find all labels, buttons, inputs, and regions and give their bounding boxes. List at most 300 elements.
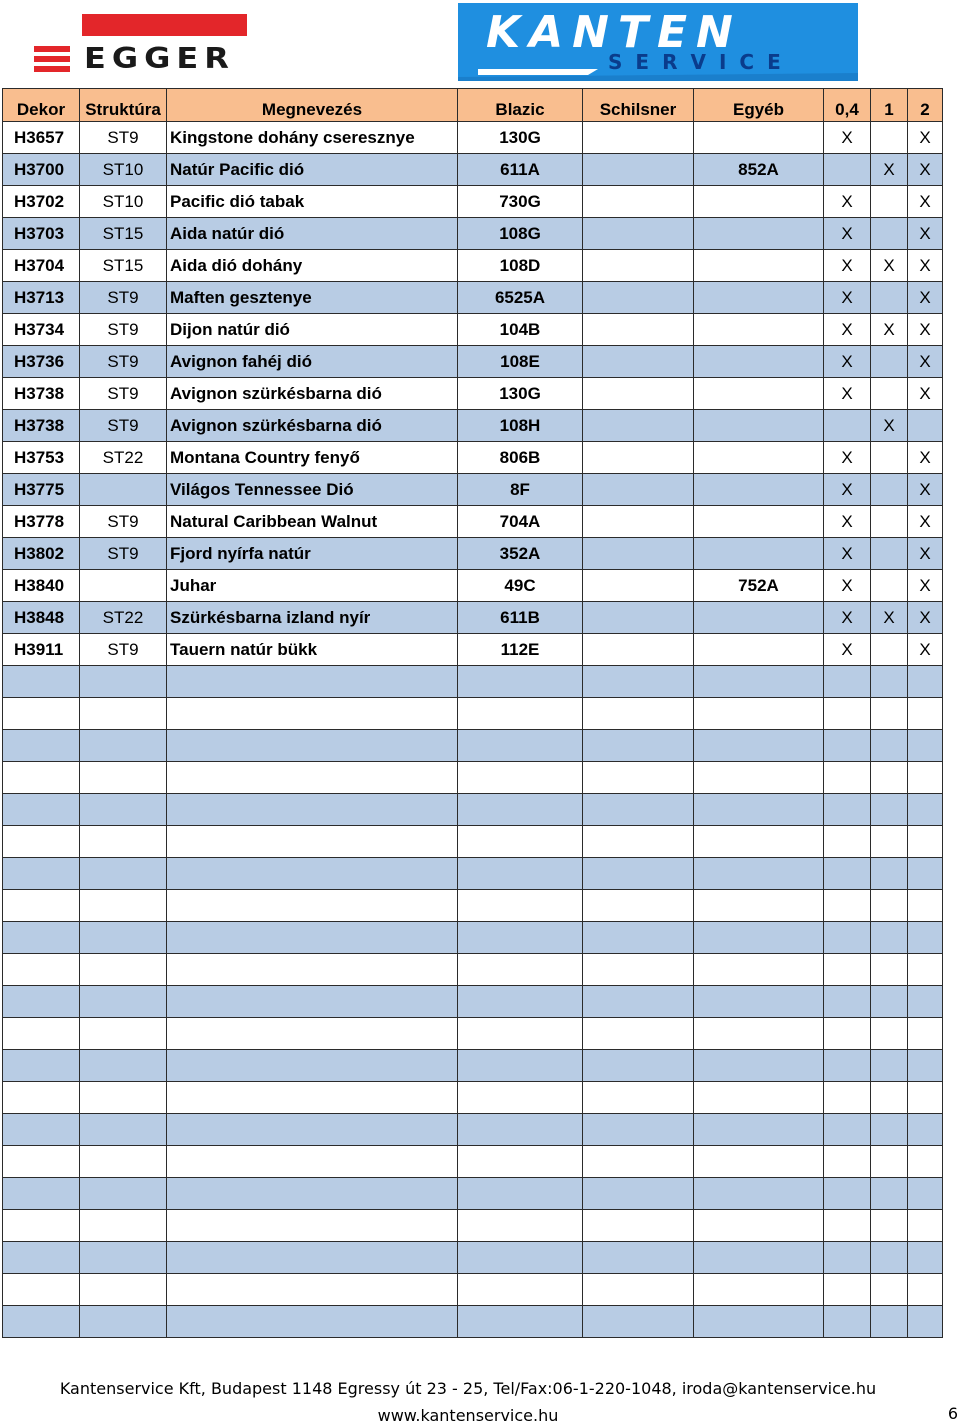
cell-schilsner bbox=[583, 218, 694, 250]
cell-megnevezes bbox=[167, 762, 458, 794]
product-table bbox=[2, 88, 943, 1338]
cell-thickness-04 bbox=[824, 666, 871, 698]
cell-blazic: 611B bbox=[458, 602, 583, 634]
cell-egyeb bbox=[694, 890, 824, 922]
cell-thickness-04 bbox=[824, 1146, 871, 1178]
cell-thickness-04: X bbox=[824, 314, 871, 346]
cell-dekor bbox=[3, 1306, 80, 1338]
cell-schilsner bbox=[583, 538, 694, 570]
cell-thickness-2: X bbox=[908, 602, 943, 634]
cell-struktura: ST15 bbox=[80, 218, 167, 250]
cell-thickness-2: X bbox=[908, 538, 943, 570]
cell-thickness-04 bbox=[824, 1210, 871, 1242]
cell-dekor: H3713 bbox=[3, 282, 80, 314]
cell-blazic: 108G bbox=[458, 218, 583, 250]
cell-schilsner bbox=[583, 762, 694, 794]
cell-schilsner bbox=[583, 410, 694, 442]
cell-thickness-1 bbox=[871, 730, 908, 762]
cell-blazic bbox=[458, 1146, 583, 1178]
cell-megnevezes: Fjord nyírfa natúr bbox=[167, 538, 458, 570]
cell-struktura bbox=[80, 858, 167, 890]
cell-blazic: 112E bbox=[458, 634, 583, 666]
table-row bbox=[3, 250, 943, 282]
cell-schilsner bbox=[583, 826, 694, 858]
cell-struktura bbox=[80, 1178, 167, 1210]
cell-blazic bbox=[458, 1018, 583, 1050]
cell-thickness-1 bbox=[871, 122, 908, 154]
cell-thickness-2 bbox=[908, 1018, 943, 1050]
cell-blazic: 6525A bbox=[458, 282, 583, 314]
cell-schilsner bbox=[583, 570, 694, 602]
cell-thickness-1 bbox=[871, 1274, 908, 1306]
table-row-empty bbox=[3, 666, 943, 698]
table-row-empty bbox=[3, 762, 943, 794]
cell-megnevezes bbox=[167, 1306, 458, 1338]
cell-thickness-2 bbox=[908, 890, 943, 922]
cell-thickness-2 bbox=[908, 1082, 943, 1114]
cell-egyeb bbox=[694, 1114, 824, 1146]
cell-struktura bbox=[80, 1018, 167, 1050]
cell-thickness-04 bbox=[824, 1114, 871, 1146]
cell-blazic bbox=[458, 890, 583, 922]
table-row-empty bbox=[3, 890, 943, 922]
cell-egyeb bbox=[694, 474, 824, 506]
cell-thickness-1: X bbox=[871, 314, 908, 346]
cell-thickness-1 bbox=[871, 1114, 908, 1146]
cell-thickness-2 bbox=[908, 922, 943, 954]
cell-struktura: ST9 bbox=[80, 410, 167, 442]
egger-wordmark: EGGER bbox=[84, 40, 235, 76]
cell-thickness-04: X bbox=[824, 282, 871, 314]
table-row-empty bbox=[3, 1114, 943, 1146]
cell-schilsner bbox=[583, 186, 694, 218]
cell-schilsner bbox=[583, 1146, 694, 1178]
cell-schilsner bbox=[583, 378, 694, 410]
cell-megnevezes: Juhar bbox=[167, 570, 458, 602]
cell-blazic bbox=[458, 858, 583, 890]
cell-megnevezes: Avignon fahéj dió bbox=[167, 346, 458, 378]
table-row-empty bbox=[3, 698, 943, 730]
cell-egyeb bbox=[694, 410, 824, 442]
cell-thickness-04 bbox=[824, 698, 871, 730]
cell-egyeb bbox=[694, 218, 824, 250]
cell-egyeb bbox=[694, 250, 824, 282]
cell-thickness-2 bbox=[908, 410, 943, 442]
cell-thickness-04 bbox=[824, 1050, 871, 1082]
cell-megnevezes bbox=[167, 1274, 458, 1306]
cell-dekor bbox=[3, 1274, 80, 1306]
cell-thickness-1 bbox=[871, 1210, 908, 1242]
cell-dekor: H3775 bbox=[3, 474, 80, 506]
cell-blazic bbox=[458, 1178, 583, 1210]
cell-dekor bbox=[3, 762, 80, 794]
egger-e-mark bbox=[34, 46, 70, 72]
cell-blazic: 49C bbox=[458, 570, 583, 602]
cell-egyeb: 752A bbox=[694, 570, 824, 602]
cell-megnevezes bbox=[167, 890, 458, 922]
cell-thickness-1 bbox=[871, 794, 908, 826]
cell-thickness-2 bbox=[908, 826, 943, 858]
cell-megnevezes bbox=[167, 1050, 458, 1082]
cell-egyeb bbox=[694, 1210, 824, 1242]
cell-megnevezes: Tauern natúr bükk bbox=[167, 634, 458, 666]
cell-egyeb bbox=[694, 1082, 824, 1114]
cell-dekor bbox=[3, 1050, 80, 1082]
table-row bbox=[3, 218, 943, 250]
cell-megnevezes bbox=[167, 986, 458, 1018]
cell-schilsner bbox=[583, 634, 694, 666]
cell-struktura: ST9 bbox=[80, 346, 167, 378]
cell-blazic bbox=[458, 698, 583, 730]
cell-thickness-2 bbox=[908, 1114, 943, 1146]
cell-schilsner bbox=[583, 1274, 694, 1306]
cell-blazic bbox=[458, 986, 583, 1018]
cell-thickness-1 bbox=[871, 1146, 908, 1178]
cell-thickness-1 bbox=[871, 762, 908, 794]
table-row bbox=[3, 314, 943, 346]
cell-thickness-1 bbox=[871, 1242, 908, 1274]
cell-blazic: 730G bbox=[458, 186, 583, 218]
header-blazic: Blazic bbox=[458, 89, 583, 122]
cell-thickness-04 bbox=[824, 826, 871, 858]
cell-schilsner bbox=[583, 858, 694, 890]
cell-thickness-04 bbox=[824, 410, 871, 442]
cell-dekor bbox=[3, 1178, 80, 1210]
header-megnevezes: Megnevezés bbox=[167, 89, 458, 122]
table-row-empty bbox=[3, 1018, 943, 1050]
cell-thickness-2 bbox=[908, 762, 943, 794]
cell-thickness-04: X bbox=[824, 346, 871, 378]
cell-struktura: ST10 bbox=[80, 186, 167, 218]
cell-thickness-1 bbox=[871, 1178, 908, 1210]
cell-thickness-04: X bbox=[824, 602, 871, 634]
cell-struktura bbox=[80, 698, 167, 730]
cell-dekor: H3736 bbox=[3, 346, 80, 378]
kanten-swoosh-icon bbox=[458, 63, 858, 81]
cell-megnevezes: Aida natúr dió bbox=[167, 218, 458, 250]
cell-struktura: ST15 bbox=[80, 250, 167, 282]
cell-thickness-1 bbox=[871, 858, 908, 890]
cell-struktura bbox=[80, 826, 167, 858]
cell-thickness-1 bbox=[871, 506, 908, 538]
cell-thickness-1 bbox=[871, 538, 908, 570]
cell-thickness-2 bbox=[908, 1050, 943, 1082]
cell-thickness-2: X bbox=[908, 154, 943, 186]
cell-thickness-04 bbox=[824, 890, 871, 922]
table-row-empty bbox=[3, 1210, 943, 1242]
cell-thickness-2: X bbox=[908, 250, 943, 282]
cell-schilsner bbox=[583, 1210, 694, 1242]
egger-logo bbox=[34, 14, 250, 76]
cell-blazic bbox=[458, 954, 583, 986]
cell-struktura bbox=[80, 1306, 167, 1338]
cell-thickness-1 bbox=[871, 186, 908, 218]
cell-dekor bbox=[3, 666, 80, 698]
cell-thickness-04 bbox=[824, 922, 871, 954]
cell-struktura bbox=[80, 922, 167, 954]
cell-egyeb bbox=[694, 986, 824, 1018]
cell-struktura bbox=[80, 666, 167, 698]
cell-struktura bbox=[80, 1242, 167, 1274]
cell-blazic bbox=[458, 1242, 583, 1274]
cell-egyeb bbox=[694, 282, 824, 314]
cell-struktura: ST22 bbox=[80, 442, 167, 474]
cell-thickness-1 bbox=[871, 922, 908, 954]
cell-egyeb bbox=[694, 666, 824, 698]
cell-megnevezes: Avignon szürkésbarna dió bbox=[167, 410, 458, 442]
cell-megnevezes: Pacific dió tabak bbox=[167, 186, 458, 218]
table-row-empty bbox=[3, 986, 943, 1018]
cell-schilsner bbox=[583, 602, 694, 634]
cell-dekor: H3840 bbox=[3, 570, 80, 602]
table-row bbox=[3, 442, 943, 474]
cell-blazic bbox=[458, 666, 583, 698]
table-row bbox=[3, 346, 943, 378]
cell-egyeb bbox=[694, 378, 824, 410]
cell-dekor bbox=[3, 954, 80, 986]
cell-thickness-2 bbox=[908, 1242, 943, 1274]
header-thickness-2: 2 bbox=[908, 89, 943, 122]
header-schilsner: Schilsner bbox=[583, 89, 694, 122]
table-row-empty bbox=[3, 1146, 943, 1178]
cell-thickness-1 bbox=[871, 1050, 908, 1082]
cell-dekor bbox=[3, 890, 80, 922]
cell-egyeb bbox=[694, 922, 824, 954]
cell-thickness-04 bbox=[824, 1306, 871, 1338]
cell-egyeb bbox=[694, 1274, 824, 1306]
cell-megnevezes: Montana Country fenyő bbox=[167, 442, 458, 474]
cell-blazic bbox=[458, 1050, 583, 1082]
cell-struktura bbox=[80, 986, 167, 1018]
table-row bbox=[3, 282, 943, 314]
cell-blazic bbox=[458, 1210, 583, 1242]
table-row-empty bbox=[3, 1050, 943, 1082]
cell-megnevezes: Dijon natúr dió bbox=[167, 314, 458, 346]
cell-schilsner bbox=[583, 666, 694, 698]
cell-thickness-1 bbox=[871, 1018, 908, 1050]
cell-thickness-1 bbox=[871, 346, 908, 378]
cell-dekor bbox=[3, 826, 80, 858]
cell-blazic: 130G bbox=[458, 122, 583, 154]
table-row-empty bbox=[3, 794, 943, 826]
cell-thickness-1 bbox=[871, 282, 908, 314]
cell-egyeb bbox=[694, 1018, 824, 1050]
cell-struktura: ST9 bbox=[80, 506, 167, 538]
cell-thickness-2: X bbox=[908, 314, 943, 346]
cell-dekor bbox=[3, 1242, 80, 1274]
cell-thickness-2 bbox=[908, 666, 943, 698]
cell-megnevezes bbox=[167, 730, 458, 762]
cell-thickness-2: X bbox=[908, 378, 943, 410]
cell-schilsner bbox=[583, 1114, 694, 1146]
cell-egyeb bbox=[694, 122, 824, 154]
cell-schilsner bbox=[583, 954, 694, 986]
cell-thickness-1 bbox=[871, 474, 908, 506]
cell-thickness-04 bbox=[824, 1018, 871, 1050]
cell-schilsner bbox=[583, 474, 694, 506]
table-row-empty bbox=[3, 1082, 943, 1114]
cell-thickness-1: X bbox=[871, 410, 908, 442]
cell-blazic bbox=[458, 922, 583, 954]
cell-egyeb bbox=[694, 762, 824, 794]
cell-egyeb bbox=[694, 826, 824, 858]
cell-megnevezes bbox=[167, 1146, 458, 1178]
cell-megnevezes bbox=[167, 794, 458, 826]
cell-megnevezes bbox=[167, 954, 458, 986]
table-row bbox=[3, 634, 943, 666]
table-row-empty bbox=[3, 1274, 943, 1306]
cell-megnevezes bbox=[167, 698, 458, 730]
cell-thickness-2 bbox=[908, 794, 943, 826]
cell-egyeb bbox=[694, 346, 824, 378]
footer-address: Kantenservice Kft, Budapest 1148 Egressy út 23 - 25, Tel/Fax:06-1-220-1048, iroda@kantenservice.hu bbox=[59, 1379, 877, 1398]
cell-thickness-1: X bbox=[871, 250, 908, 282]
cell-schilsner bbox=[583, 154, 694, 186]
cell-schilsner bbox=[583, 1306, 694, 1338]
table-row-empty bbox=[3, 922, 943, 954]
cell-thickness-04 bbox=[824, 794, 871, 826]
cell-dekor: H3657 bbox=[3, 122, 80, 154]
cell-dekor bbox=[3, 1018, 80, 1050]
cell-thickness-04 bbox=[824, 154, 871, 186]
cell-megnevezes bbox=[167, 1178, 458, 1210]
cell-blazic: 8F bbox=[458, 474, 583, 506]
cell-thickness-2 bbox=[908, 1274, 943, 1306]
cell-struktura: ST9 bbox=[80, 378, 167, 410]
cell-egyeb bbox=[694, 1050, 824, 1082]
cell-megnevezes bbox=[167, 1210, 458, 1242]
cell-thickness-2: X bbox=[908, 282, 943, 314]
cell-schilsner bbox=[583, 1242, 694, 1274]
cell-egyeb bbox=[694, 1306, 824, 1338]
cell-thickness-2: X bbox=[908, 122, 943, 154]
cell-thickness-1 bbox=[871, 442, 908, 474]
cell-megnevezes: Kingstone dohány cseresznye bbox=[167, 122, 458, 154]
cell-schilsner bbox=[583, 698, 694, 730]
cell-struktura bbox=[80, 474, 167, 506]
cell-thickness-04: X bbox=[824, 634, 871, 666]
cell-thickness-2 bbox=[908, 1210, 943, 1242]
cell-thickness-04 bbox=[824, 858, 871, 890]
cell-schilsner bbox=[583, 282, 694, 314]
table-row-empty bbox=[3, 858, 943, 890]
cell-dekor: H3702 bbox=[3, 186, 80, 218]
cell-schilsner bbox=[583, 1178, 694, 1210]
cell-schilsner bbox=[583, 1082, 694, 1114]
cell-struktura bbox=[80, 890, 167, 922]
cell-egyeb bbox=[694, 730, 824, 762]
cell-dekor bbox=[3, 922, 80, 954]
cell-thickness-1 bbox=[871, 826, 908, 858]
table-row-empty bbox=[3, 1178, 943, 1210]
cell-blazic bbox=[458, 762, 583, 794]
cell-megnevezes: Szürkésbarna izland nyír bbox=[167, 602, 458, 634]
cell-egyeb: 852A bbox=[694, 154, 824, 186]
header-thickness-04: 0,4 bbox=[824, 89, 871, 122]
cell-thickness-2 bbox=[908, 1146, 943, 1178]
cell-struktura bbox=[80, 1274, 167, 1306]
cell-struktura: ST10 bbox=[80, 154, 167, 186]
cell-thickness-2 bbox=[908, 730, 943, 762]
cell-egyeb bbox=[694, 1242, 824, 1274]
cell-thickness-1 bbox=[871, 986, 908, 1018]
cell-blazic bbox=[458, 794, 583, 826]
cell-thickness-1: X bbox=[871, 602, 908, 634]
cell-schilsner bbox=[583, 730, 694, 762]
header-struktura: Struktúra bbox=[80, 89, 167, 122]
cell-blazic: 704A bbox=[458, 506, 583, 538]
cell-schilsner bbox=[583, 250, 694, 282]
cell-struktura bbox=[80, 1050, 167, 1082]
cell-struktura bbox=[80, 954, 167, 986]
cell-dekor bbox=[3, 1114, 80, 1146]
cell-struktura bbox=[80, 1114, 167, 1146]
footer-website: www.kantenservice.hu bbox=[377, 1406, 559, 1425]
cell-megnevezes bbox=[167, 666, 458, 698]
table-body bbox=[3, 122, 943, 1338]
cell-thickness-04: X bbox=[824, 474, 871, 506]
cell-blazic bbox=[458, 1306, 583, 1338]
table-row-empty bbox=[3, 1242, 943, 1274]
cell-egyeb bbox=[694, 858, 824, 890]
cell-megnevezes: Avignon szürkésbarna dió bbox=[167, 378, 458, 410]
cell-dekor bbox=[3, 1210, 80, 1242]
cell-thickness-1 bbox=[871, 378, 908, 410]
table-row-empty bbox=[3, 826, 943, 858]
cell-megnevezes bbox=[167, 858, 458, 890]
cell-struktura bbox=[80, 794, 167, 826]
cell-dekor: H3778 bbox=[3, 506, 80, 538]
cell-blazic: 108D bbox=[458, 250, 583, 282]
cell-thickness-04 bbox=[824, 730, 871, 762]
cell-thickness-04: X bbox=[824, 218, 871, 250]
table-row bbox=[3, 122, 943, 154]
cell-dekor: H3704 bbox=[3, 250, 80, 282]
cell-thickness-04 bbox=[824, 1178, 871, 1210]
cell-dekor bbox=[3, 698, 80, 730]
table-row bbox=[3, 378, 943, 410]
cell-blazic bbox=[458, 826, 583, 858]
cell-thickness-04: X bbox=[824, 378, 871, 410]
cell-struktura bbox=[80, 1210, 167, 1242]
cell-dekor: H3848 bbox=[3, 602, 80, 634]
cell-thickness-1 bbox=[871, 698, 908, 730]
cell-megnevezes: Világos Tennessee Dió bbox=[167, 474, 458, 506]
cell-egyeb bbox=[694, 506, 824, 538]
cell-thickness-04: X bbox=[824, 538, 871, 570]
cell-blazic bbox=[458, 1114, 583, 1146]
cell-thickness-2 bbox=[908, 1178, 943, 1210]
cell-thickness-2: X bbox=[908, 442, 943, 474]
cell-dekor bbox=[3, 794, 80, 826]
cell-thickness-1 bbox=[871, 634, 908, 666]
table-row bbox=[3, 506, 943, 538]
cell-thickness-2: X bbox=[908, 570, 943, 602]
cell-thickness-04: X bbox=[824, 506, 871, 538]
cell-thickness-1: X bbox=[871, 154, 908, 186]
cell-struktura: ST9 bbox=[80, 634, 167, 666]
cell-dekor: H3734 bbox=[3, 314, 80, 346]
cell-blazic: 352A bbox=[458, 538, 583, 570]
header-thickness-1: 1 bbox=[871, 89, 908, 122]
cell-struktura: ST9 bbox=[80, 314, 167, 346]
header-dekor: Dekor bbox=[3, 89, 80, 122]
table-row-empty bbox=[3, 730, 943, 762]
cell-egyeb bbox=[694, 1178, 824, 1210]
cell-schilsner bbox=[583, 346, 694, 378]
cell-egyeb bbox=[694, 794, 824, 826]
cell-schilsner bbox=[583, 890, 694, 922]
